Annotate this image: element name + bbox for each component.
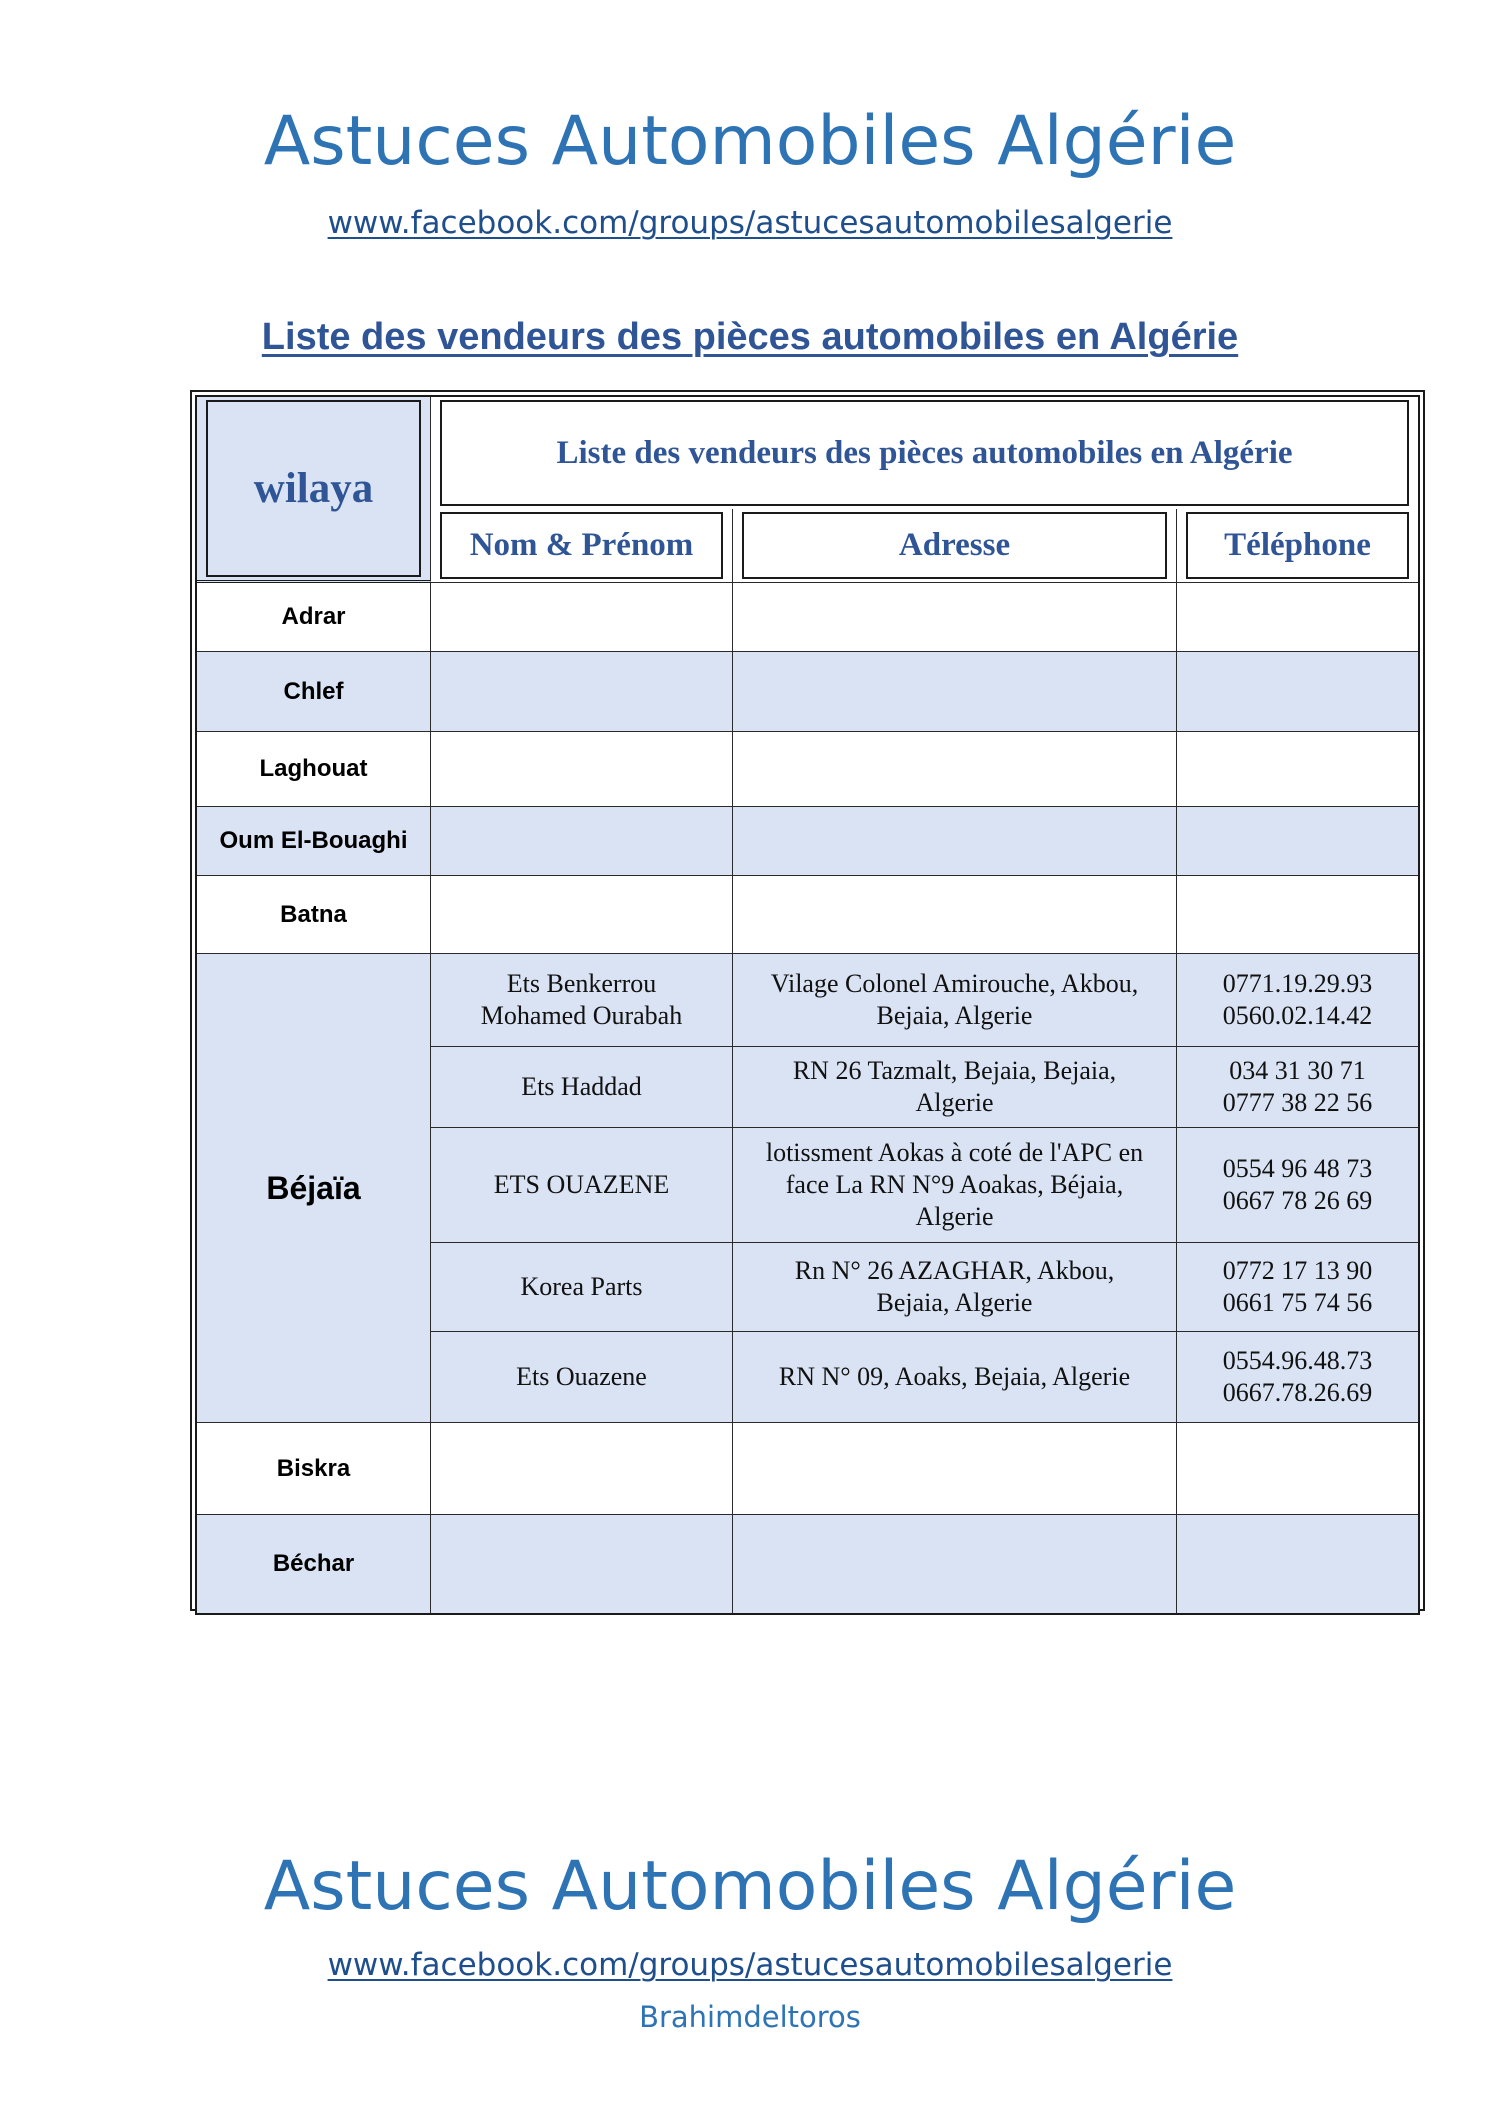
address-line: Algerie bbox=[915, 1202, 994, 1231]
name-cell bbox=[431, 1243, 733, 1332]
column-header-name bbox=[431, 509, 733, 583]
address-cell bbox=[733, 876, 1177, 954]
address-line: Algerie bbox=[915, 1088, 994, 1117]
table-row bbox=[197, 807, 1418, 876]
address-cell bbox=[733, 732, 1177, 807]
phone-cell bbox=[1177, 1243, 1418, 1332]
footer-author-block bbox=[0, 2000, 1500, 2034]
address-cell bbox=[733, 1423, 1177, 1515]
wilaya-cell: Chlef bbox=[197, 652, 431, 732]
address-line: RN 26 Tazmalt, Bejaia, Bejaia, bbox=[792, 1056, 1117, 1085]
address-cell bbox=[733, 583, 1177, 652]
table-row bbox=[197, 1423, 1418, 1515]
address-cell bbox=[733, 1128, 1177, 1243]
name-cell bbox=[431, 1332, 733, 1423]
name-cell bbox=[431, 954, 733, 1047]
address-line: Bejaia, Algerie bbox=[876, 1001, 1033, 1030]
wilaya-cell: Oum El-Bouaghi bbox=[197, 807, 431, 876]
header-link-block bbox=[0, 205, 1500, 241]
phone-cell bbox=[1177, 1128, 1418, 1243]
address-line: Rn N° 26 AZAGHAR, Akbou, bbox=[794, 1256, 1115, 1285]
address-cell bbox=[733, 1047, 1177, 1128]
footer-title: Astuces Automobiles Algérie bbox=[263, 1847, 1237, 1926]
phone-number: 0777 38 22 56 bbox=[1222, 1088, 1373, 1117]
table-row bbox=[197, 876, 1418, 954]
address-line: face La RN N°9 Aoakas, Béjaia, bbox=[785, 1170, 1124, 1199]
column-header-phone bbox=[1177, 509, 1418, 583]
phone-number: 0667.78.26.69 bbox=[1222, 1378, 1373, 1407]
table-row bbox=[197, 1515, 1418, 1613]
address-cell bbox=[733, 652, 1177, 732]
name-cell bbox=[431, 1423, 733, 1515]
address-line: Bejaia, Algerie bbox=[876, 1288, 1033, 1317]
table-row bbox=[197, 732, 1418, 807]
footer-author: Brahimdeltoros bbox=[639, 2000, 861, 2034]
column-header-address-label: Adresse bbox=[742, 512, 1167, 579]
wilaya-cell: Adrar bbox=[197, 583, 431, 652]
wilaya-header-cell bbox=[197, 397, 431, 583]
vendor-name-line: ETS OUAZENE bbox=[493, 1170, 670, 1199]
wilaya-cell: Béchar bbox=[197, 1515, 431, 1613]
address-cell bbox=[733, 1332, 1177, 1423]
footer-link-block bbox=[0, 1947, 1500, 1983]
name-cell bbox=[431, 1047, 733, 1128]
name-cell bbox=[431, 1515, 733, 1613]
wilaya-cell: Batna bbox=[197, 876, 431, 954]
table-row bbox=[197, 583, 1418, 652]
name-cell bbox=[431, 807, 733, 876]
phone-cell bbox=[1177, 732, 1418, 807]
table-row bbox=[197, 652, 1418, 732]
phone-cell bbox=[1177, 954, 1418, 1047]
group-header-cell bbox=[431, 397, 1418, 509]
phone-cell bbox=[1177, 1047, 1418, 1128]
address-cell bbox=[733, 1243, 1177, 1332]
phone-cell bbox=[1177, 876, 1418, 954]
vendor-name-line: Ets Benkerrou bbox=[506, 969, 657, 998]
vendors-table bbox=[195, 395, 1420, 1615]
wilaya-cell: Béjaïa bbox=[197, 954, 431, 1423]
column-header-name-label: Nom & Prénom bbox=[440, 512, 723, 579]
document-subtitle: Liste des vendeurs des pièces automobiles en Algérie bbox=[261, 316, 1239, 358]
phone-number: 0772 17 13 90 bbox=[1222, 1256, 1373, 1285]
phone-number: 034 31 30 71 bbox=[1229, 1056, 1366, 1085]
name-cell bbox=[431, 732, 733, 807]
vendors-table-frame bbox=[190, 390, 1425, 1611]
wilaya-cell: Laghouat bbox=[197, 732, 431, 807]
name-cell bbox=[431, 652, 733, 732]
group-header-label: Liste des vendeurs des pièces automobiles en Algérie bbox=[440, 400, 1409, 506]
facebook-group-link[interactable]: www.facebook.com/groups/astucesautomobilesalgerie bbox=[327, 205, 1173, 241]
phone-cell bbox=[1177, 807, 1418, 876]
phone-number: 0560.02.14.42 bbox=[1222, 1001, 1373, 1030]
phone-cell bbox=[1177, 652, 1418, 732]
name-cell bbox=[431, 1128, 733, 1243]
address-cell bbox=[733, 954, 1177, 1047]
name-cell bbox=[431, 583, 733, 652]
phone-number: 0771.19.29.93 bbox=[1222, 969, 1373, 998]
phone-cell bbox=[1177, 1515, 1418, 1613]
phone-number: 0661 75 74 56 bbox=[1222, 1288, 1373, 1317]
address-line: RN N° 09, Aoaks, Bejaia, Algerie bbox=[778, 1362, 1131, 1391]
site-title: Astuces Automobiles Algérie bbox=[263, 102, 1237, 181]
wilaya-cell: Biskra bbox=[197, 1423, 431, 1515]
address-line: Vilage Colonel Amirouche, Akbou, bbox=[770, 969, 1139, 998]
phone-number: 0554 96 48 73 bbox=[1222, 1154, 1373, 1183]
page-header bbox=[0, 102, 1500, 181]
phone-cell bbox=[1177, 583, 1418, 652]
phone-number: 0667 78 26 69 bbox=[1222, 1186, 1373, 1215]
wilaya-header-label: wilaya bbox=[206, 400, 421, 577]
vendor-name-line: Korea Parts bbox=[520, 1272, 643, 1301]
phone-cell bbox=[1177, 1332, 1418, 1423]
table-header-row bbox=[197, 397, 1418, 509]
column-header-phone-label: Téléphone bbox=[1186, 512, 1409, 579]
footer-facebook-group-link[interactable]: www.facebook.com/groups/astucesautomobilesalgerie bbox=[327, 1947, 1173, 1983]
vendor-name-line: Ets Ouazene bbox=[516, 1362, 647, 1391]
address-cell bbox=[733, 807, 1177, 876]
address-line: lotissment Aokas à coté de l'APC en bbox=[765, 1138, 1144, 1167]
vendor-name-line: Ets Haddad bbox=[521, 1072, 642, 1101]
phone-number: 0554.96.48.73 bbox=[1222, 1346, 1373, 1375]
phone-cell bbox=[1177, 1423, 1418, 1515]
address-cell bbox=[733, 1515, 1177, 1613]
page-footer bbox=[0, 1847, 1500, 1926]
vendor-name-line: Mohamed Ourabah bbox=[480, 1001, 683, 1030]
column-header-address bbox=[733, 509, 1177, 583]
table-row bbox=[197, 954, 1418, 1047]
name-cell bbox=[431, 876, 733, 954]
